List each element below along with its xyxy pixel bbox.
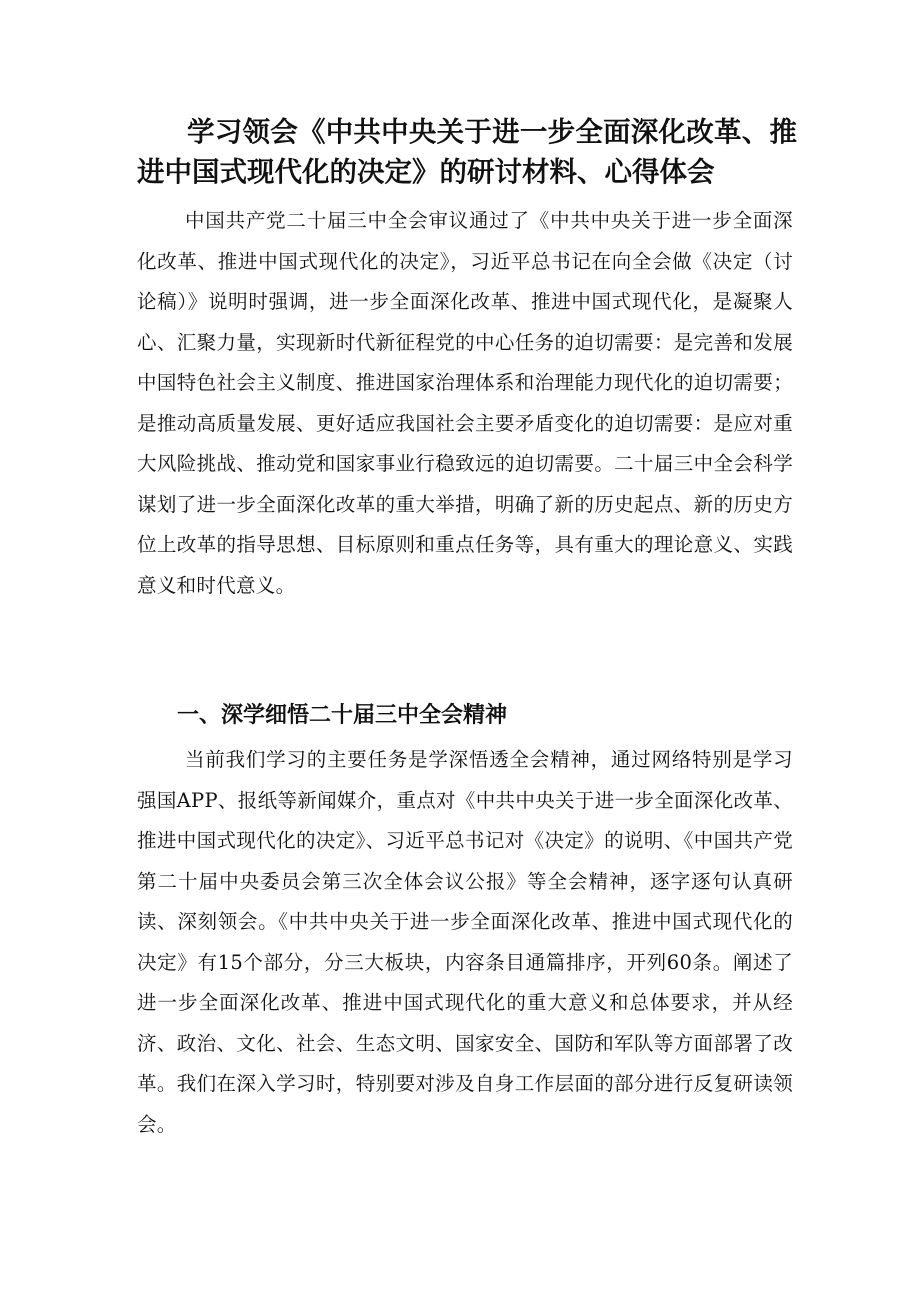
section-heading: 一、深学细悟二十届三中全会精神	[177, 703, 508, 728]
section-paragraph: 当前我们学习的主要任务是学深悟透全会精神，通过网络特别是学习强国APP、报纸等新闻媒介，重点对《中共中央关于进一步全面深化改革、推进中国式现代化的决定》、习近平总书记对《决定》的说明、《中国共产党第二十届中央委员会第三次全体会议公报》等全会精神，逐字逐句认真研读、深刻领会。《中共中央关于进一步全面深化改革、推进中国式现代化的决定》有15个部分，分三大板块，内容条目通篇排序，开列60条。阐述了进一步全面深化改革、推进中国式现代化的重大意义和总体要求，并从经济、政治、文化、社会、生态文明、国家安全、国防和军队等方面部署了改革。我们在深入学习时，特别要对涉及自身工作层面的部分进行反复研读领会。	[137, 748, 793, 1136]
intro-paragraph: 中国共产党二十届三中全会审议通过了《中共中央关于进一步全面深化改革、推进中国式现代化的决定》，习近平总书记在向全会做《决定（讨论稿）》说明时强调，进一步全面深化改革、推进中国式现代化，是凝聚人心、汇聚力量，实现新时代新征程党的中心任务的迫切需要：是完善和发展中国特色社会主义制度、推进国家治理体系和治理能力现代化的迫切需要；是推动高质量发展、更好适应我国社会主要矛盾变化的迫切需要：是应对重大风险挑战、推动党和国家事业行稳致远的迫切需要。二十届三中全会科学谋划了进一步全面深化改革的重大举措，明确了新的历史起点、新的历史方位上改革的指导思想、目标原则和重点任务等，具有重大的理论意义、实践意义和时代意义。	[137, 209, 793, 597]
document-title: 学习领会《中共中央关于进一步全面深化改革、推进中国式现代化的决定》的研讨材料、心得体会	[137, 116, 797, 188]
